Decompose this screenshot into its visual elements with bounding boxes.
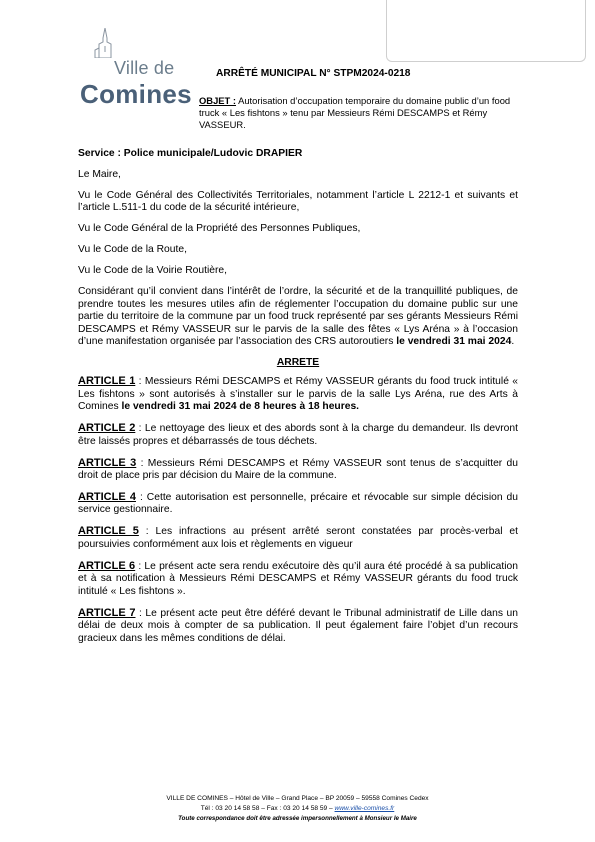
article-text: : Le nettoyage des lieux et des abords sont à la charge du demandeur. Ils devront être laissés propres et débarrassés de tous déchets. (78, 423, 518, 447)
article-label: ARTICLE 2 (78, 422, 136, 435)
vu-clause: Vu le Code de la Voirie Routière, (78, 265, 228, 277)
article (78, 422, 518, 448)
article (78, 457, 518, 483)
objet-text: Autorisation d’occupation temporaire du domaine public d’un food truck « Les fishtons » tenu par Messieurs Rémi DESCAMPS et Rémy VASSEUR. (199, 95, 511, 130)
considerant-end: . (511, 336, 515, 348)
vu-clause: Vu le Code de la Route, (78, 244, 187, 256)
footer-phone: Tél : 03 20 14 58 58 – Fax : 03 20 14 58 59 – (200, 805, 335, 812)
considerant-date: le vendredi 31 mai 2024 (396, 336, 512, 348)
footer (0, 794, 595, 824)
article-text: : Le présent acte sera rendu exécutoire dès qu’il aura été procédé à sa publication et à sa notification à Messieurs Rémi DESCAMPS et Rémy VASSEUR gérants du food truck intitulé « Les fishtons ». (78, 560, 518, 597)
article-text: : Messieurs Rémi DESCAMPS et Rémy VASSEUR sont tenus de s’acquitter du droit de place pris par décision du Maire de la commune. (78, 457, 518, 482)
footer-address: VILLE DE COMINES – Hôtel de Ville – Grand Place – BP 20059 – 59558 Comines Cedex (166, 795, 429, 802)
considerant-clause (78, 286, 518, 348)
considerant-text: Considérant qu’il convient dans l’intérêt de l’ordre, la sécurité et de la tranquillité publiques, de prendre toutes les mesures utiles afin de réglementer l’occupation du domaine public sur une partie du territoire de la commune par un food truck représenté par ses gérants Messieurs Rémi DESCAMPS et Rémy VASSEUR sur le parvis de la salle des fêtes « Lys Aréna » à l’occasion d’une manifestation organisée par l’association des CRS autoroutiers (78, 286, 518, 348)
le-maire: Le Maire, (78, 169, 121, 180)
vu-clause: Vu le Code Général de la Propriété des Personnes Publiques, (78, 223, 361, 235)
article (78, 525, 518, 551)
arrete-heading: ARRETE (276, 357, 320, 369)
church-icon (92, 28, 118, 58)
article-label: ARTICLE 7 (78, 606, 136, 619)
article (78, 560, 518, 598)
article (78, 491, 518, 517)
vu-clause: Vu le Code Général des Collectivités Territoriales, notamment l’article L 2212-1 et suivants et l’article L.511-1 du code de la sécurité intérieure, (78, 190, 518, 214)
article-text: : Les infractions au présent arrêté seront constatées par procès-verbal et poursuivies conformément aux lois et règlements en vigueur (78, 526, 519, 550)
objet-block (199, 95, 529, 131)
article-text: : Messieurs Rémi DESCAMPS et Rémy VASSEUR gérants du food truck intitulé « Les fishtons » sont autorisés à s’installer sur le parvis de la salle Lys Aréna, rue des Arts à Comines (78, 376, 518, 413)
footer-contact (0, 804, 595, 814)
article-label: ARTICLE 5 (78, 525, 139, 538)
article-label: ARTICLE 3 (78, 456, 137, 469)
stamp-area (386, 0, 586, 62)
logo-text-ville: Ville de (114, 58, 175, 78)
website-link[interactable]: www.ville-comines.fr (334, 805, 395, 812)
article-label: ARTICLE 4 (78, 491, 136, 504)
article-text: : Le présent acte peut être déféré devant le Tribunal administratif de Lille dans un délai de deux mois à compter de sa publication. Il peut également faire l’objet d’un recours gracieux dans les mêmes conditions de délai. (78, 607, 518, 644)
footer-note: Toute correspondance doit être adressée impersonnellement à Monsieur le Maire (178, 815, 417, 822)
document-body (78, 148, 518, 654)
service-line: Service : Police municipale/Ludovic DRAPIER (78, 148, 303, 159)
article-label: ARTICLE 1 (78, 375, 136, 388)
document-title: ARRÊTÉ MUNICIPAL N° STPM2024-0218 (216, 68, 411, 79)
objet-label: OBJET : (199, 95, 236, 106)
article (78, 375, 518, 413)
article-text: : Cette autorisation est personnelle, précaire et révocable sur simple décision du service gestionnaire. (78, 492, 518, 516)
article (78, 607, 518, 645)
logo-text-comines: Comines (80, 79, 192, 109)
logo (80, 28, 192, 110)
article-bold: le vendredi 31 mai 2024 de 8 heures à 18 heures. (121, 401, 360, 413)
article-label: ARTICLE 6 (78, 559, 136, 572)
